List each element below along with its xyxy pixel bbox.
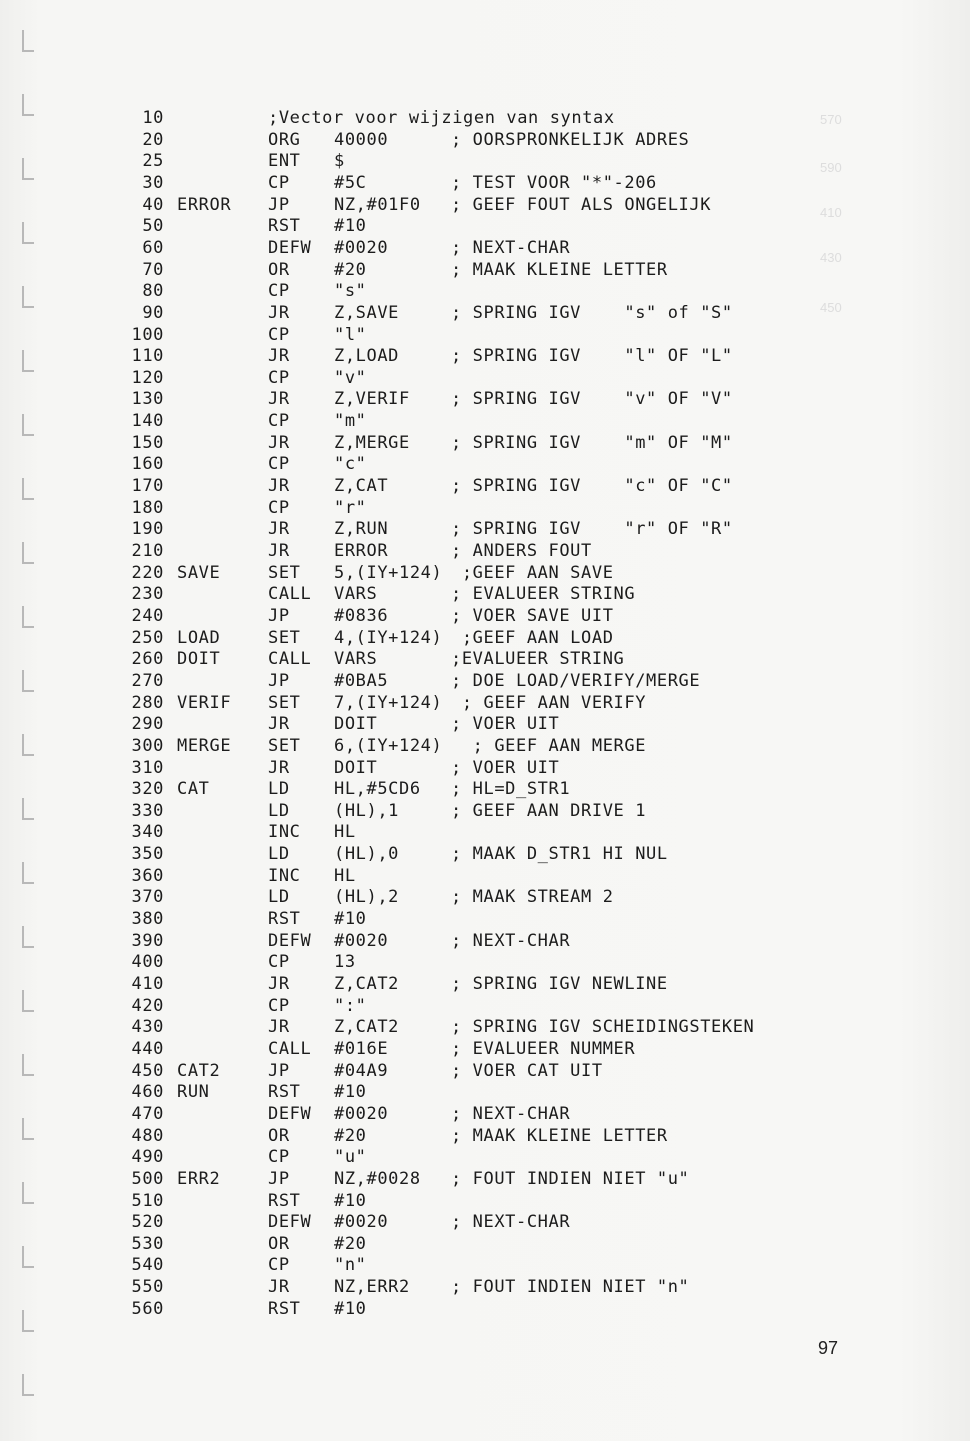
- line-opcode: RST: [268, 909, 301, 929]
- line-opcode: CP: [268, 368, 290, 388]
- line-operand: #04A9: [334, 1061, 389, 1081]
- line-number: 270: [131, 671, 164, 691]
- line-operand: "c": [334, 454, 367, 474]
- line-comment: ; VOER UIT: [451, 758, 560, 778]
- line-operand: Z,RUN: [334, 519, 389, 539]
- line-operand: #0020: [334, 1212, 389, 1232]
- line-number: 40: [142, 195, 164, 215]
- binding-mark: [22, 1246, 34, 1268]
- line-opcode: OR: [268, 1126, 290, 1146]
- line-opcode: DEFW: [268, 1104, 312, 1124]
- line-opcode: SET: [268, 563, 301, 583]
- line-label: CAT: [177, 779, 210, 799]
- line-number: 350: [131, 844, 164, 864]
- binding-mark: [22, 926, 34, 948]
- line-comment: ; VOER CAT UIT: [451, 1061, 603, 1081]
- line-operand: Z,VERIF: [334, 389, 410, 409]
- line-number: 420: [131, 996, 164, 1016]
- line-opcode: JP: [268, 671, 290, 691]
- line-operand: #0836: [334, 606, 389, 626]
- line-opcode: JP: [268, 1169, 290, 1189]
- binding-mark: [22, 862, 34, 884]
- line-comment: ; GEEF FOUT ALS ONGELIJK: [451, 195, 712, 215]
- line-opcode: LD: [268, 801, 290, 821]
- line-number: 440: [131, 1039, 164, 1059]
- binding-mark: [22, 1118, 34, 1140]
- line-opcode: CP: [268, 952, 290, 972]
- line-number: 370: [131, 887, 164, 907]
- line-operand: ERROR: [334, 541, 389, 561]
- line-number: 240: [131, 606, 164, 626]
- line-opcode: JP: [268, 195, 290, 215]
- line-operand: Z,SAVE: [334, 303, 400, 323]
- line-opcode: JR: [268, 433, 290, 453]
- line-opcode: JR: [268, 541, 290, 561]
- line-opcode: CP: [268, 454, 290, 474]
- line-operand: "l": [334, 325, 367, 345]
- line-opcode: JR: [268, 519, 290, 539]
- line-operand: Z,CAT2: [334, 1017, 400, 1037]
- line-comment: ; NEXT-CHAR: [451, 1212, 571, 1232]
- line-label: ERR2: [177, 1169, 221, 1189]
- line-opcode: RST: [268, 1299, 301, 1319]
- line-comment: ; MAAK D_STR1 HI NUL: [451, 844, 668, 864]
- line-number: 400: [131, 952, 164, 972]
- line-number: 10: [142, 108, 164, 128]
- line-number: 300: [131, 736, 164, 756]
- line-operand: NZ,ERR2: [334, 1277, 410, 1297]
- line-opcode: CALL: [268, 584, 312, 604]
- line-operand: DOIT: [334, 714, 378, 734]
- line-number: 140: [131, 411, 164, 431]
- line-operand: "n": [334, 1255, 367, 1275]
- binding-mark: [22, 158, 34, 180]
- line-opcode: CP: [268, 1255, 290, 1275]
- line-number: 490: [131, 1147, 164, 1167]
- line-comment: ; SPRING IGV "v" OF "V": [451, 389, 733, 409]
- line-operand: 4,(IY+124): [334, 628, 443, 648]
- line-opcode: CP: [268, 281, 290, 301]
- line-opcode: CP: [268, 996, 290, 1016]
- line-comment: ; EVALUEER NUMMER: [451, 1039, 636, 1059]
- line-operand: 6,(IY+124): [334, 736, 443, 756]
- line-number: 310: [131, 758, 164, 778]
- line-number: 500: [131, 1169, 164, 1189]
- line-number: 280: [131, 693, 164, 713]
- line-opcode: CP: [268, 173, 290, 193]
- binding-mark: [22, 414, 34, 436]
- line-operand: #016E: [334, 1039, 389, 1059]
- line-opcode: SET: [268, 736, 301, 756]
- line-comment: ; DOE LOAD/VERIFY/MERGE: [451, 671, 701, 691]
- line-opcode: JR: [268, 1017, 290, 1037]
- line-label: SAVE: [177, 563, 221, 583]
- line-number: 510: [131, 1191, 164, 1211]
- line-comment: ; NEXT-CHAR: [451, 238, 571, 258]
- line-opcode: OR: [268, 260, 290, 280]
- line-number: 25: [142, 151, 164, 171]
- line-operand: NZ,#01F0: [334, 195, 421, 215]
- line-number: 330: [131, 801, 164, 821]
- line-comment: ; HL=D_STR1: [451, 779, 571, 799]
- line-number: 180: [131, 498, 164, 518]
- line-opcode: CALL: [268, 1039, 312, 1059]
- line-opcode: LD: [268, 779, 290, 799]
- line-opcode: CP: [268, 411, 290, 431]
- line-opcode: DEFW: [268, 931, 312, 951]
- line-number: 480: [131, 1126, 164, 1146]
- line-comment: ; EVALUEER STRING: [451, 584, 636, 604]
- binding-mark: [22, 670, 34, 692]
- line-opcode: LD: [268, 844, 290, 864]
- line-opcode: SET: [268, 628, 301, 648]
- line-comment: ; VOER UIT: [451, 714, 560, 734]
- line-number: 70: [142, 260, 164, 280]
- line-number: 130: [131, 389, 164, 409]
- line-comment: ; GEEF AAN DRIVE 1: [451, 801, 647, 821]
- line-opcode: CP: [268, 325, 290, 345]
- line-label: MERGE: [177, 736, 232, 756]
- line-number: 20: [142, 130, 164, 150]
- binding-mark: [22, 478, 34, 500]
- line-operand: "m": [334, 411, 367, 431]
- line-opcode: SET: [268, 693, 301, 713]
- line-label: ERROR: [177, 195, 232, 215]
- line-operand: 40000: [334, 130, 389, 150]
- binding-mark: [22, 542, 34, 564]
- line-operand: 13: [334, 952, 356, 972]
- line-number: 190: [131, 519, 164, 539]
- binding-mark: [22, 734, 34, 756]
- line-number: 60: [142, 238, 164, 258]
- line-opcode: CP: [268, 498, 290, 518]
- line-operand: ":": [334, 996, 367, 1016]
- line-operand: HL: [334, 822, 356, 842]
- line-operand: 7,(IY+124): [334, 693, 443, 713]
- line-operand: #10: [334, 216, 367, 236]
- line-operand: NZ,#0028: [334, 1169, 421, 1189]
- line-opcode: JR: [268, 476, 290, 496]
- line-operand: HL: [334, 866, 356, 886]
- line-opcode: ORG: [268, 130, 301, 150]
- line-label: RUN: [177, 1082, 210, 1102]
- line-operand: VARS: [334, 584, 378, 604]
- page-number: 97: [818, 1338, 839, 1358]
- line-opcode: JR: [268, 758, 290, 778]
- line-comment: ;GEEF AAN LOAD: [451, 628, 614, 648]
- line-operand: #0020: [334, 931, 389, 951]
- line-opcode: ENT: [268, 151, 301, 171]
- line-comment: ; MAAK STREAM 2: [451, 887, 614, 907]
- line-operand: "r": [334, 498, 367, 518]
- line-operand: "u": [334, 1147, 367, 1167]
- line-comment: ; GEEF AAN MERGE: [451, 736, 647, 756]
- line-number: 160: [131, 454, 164, 474]
- line-number: 30: [142, 173, 164, 193]
- line-comment: ; FOUT INDIEN NIET "u": [451, 1169, 690, 1189]
- line-operand: #20: [334, 260, 367, 280]
- line-operand: #10: [334, 1082, 367, 1102]
- line-number: 340: [131, 822, 164, 842]
- binding-mark: [22, 286, 34, 308]
- line-operand: "s": [334, 281, 367, 301]
- line-opcode: JP: [268, 1061, 290, 1081]
- line-comment: ; SPRING IGV "c" OF "C": [451, 476, 733, 496]
- line-number: 230: [131, 584, 164, 604]
- binding-mark: [22, 990, 34, 1012]
- binding-mark: [22, 1182, 34, 1204]
- line-operand: #5C: [334, 173, 367, 193]
- line-operand: #20: [334, 1234, 367, 1254]
- line-opcode: JR: [268, 346, 290, 366]
- line-operand: $: [334, 151, 345, 171]
- line-operand: HL,#5CD6: [334, 779, 421, 799]
- line-number: 550: [131, 1277, 164, 1297]
- line-operand: (HL),2: [334, 887, 400, 907]
- line-number: 290: [131, 714, 164, 734]
- line-label: DOIT: [177, 649, 221, 669]
- line-number: 110: [131, 346, 164, 366]
- line-opcode: CALL: [268, 649, 312, 669]
- line-comment: ; TEST VOOR "*"-206: [451, 173, 657, 193]
- line-number: 470: [131, 1104, 164, 1124]
- line-number: 450: [131, 1061, 164, 1081]
- line-number: 410: [131, 974, 164, 994]
- line-number: 320: [131, 779, 164, 799]
- line-operand: Z,LOAD: [334, 346, 400, 366]
- binding-mark: [22, 30, 34, 52]
- line-comment: ; SPRING IGV "m" OF "M": [451, 433, 733, 453]
- line-operand: (HL),0: [334, 844, 400, 864]
- line-number: 220: [131, 563, 164, 583]
- line-opcode: DEFW: [268, 238, 312, 258]
- line-number: 560: [131, 1299, 164, 1319]
- line-comment: ; MAAK KLEINE LETTER: [451, 260, 668, 280]
- line-number: 530: [131, 1234, 164, 1254]
- line-opcode: JR: [268, 303, 290, 323]
- line-number: 80: [142, 281, 164, 301]
- binding-marks: [22, 0, 36, 1441]
- line-comment: ; GEEF AAN VERIFY: [451, 693, 647, 713]
- line-opcode: INC: [268, 822, 301, 842]
- line-comment: ; SPRING IGV "r" OF "R": [451, 519, 733, 539]
- line-comment: ; NEXT-CHAR: [451, 1104, 571, 1124]
- line-number: 390: [131, 931, 164, 951]
- binding-mark: [22, 606, 34, 628]
- binding-mark: [22, 1310, 34, 1332]
- line-operand: Z,CAT2: [334, 974, 400, 994]
- line-opcode: JR: [268, 974, 290, 994]
- line-comment: ; ANDERS FOUT: [451, 541, 592, 561]
- line-operand: (HL),1: [334, 801, 400, 821]
- line-opcode: RST: [268, 1191, 301, 1211]
- line-opcode: RST: [268, 1082, 301, 1102]
- line-opcode: JR: [268, 389, 290, 409]
- line-comment: ; MAAK KLEINE LETTER: [451, 1126, 668, 1146]
- line-operand: 5,(IY+124): [334, 563, 443, 583]
- line-comment: ;EVALUEER STRING: [451, 649, 625, 669]
- line-number: 360: [131, 866, 164, 886]
- line-label: VERIF: [177, 693, 232, 713]
- line-operand: VARS: [334, 649, 378, 669]
- line-opcode: JR: [268, 1277, 290, 1297]
- line-label: CAT2: [177, 1061, 221, 1081]
- line-label: LOAD: [177, 628, 221, 648]
- line-number: 520: [131, 1212, 164, 1232]
- binding-mark: [22, 94, 34, 116]
- line-opcode: LD: [268, 887, 290, 907]
- line-comment: ; FOUT INDIEN NIET "n": [451, 1277, 690, 1297]
- line-operand: #0BA5: [334, 671, 389, 691]
- line-comment: ;GEEF AAN SAVE: [451, 563, 614, 583]
- line-operand: #10: [334, 909, 367, 929]
- line-number: 170: [131, 476, 164, 496]
- line-opcode: JR: [268, 714, 290, 734]
- line-operand: Z,MERGE: [334, 433, 410, 453]
- book-page: 570 590 410 430 450 10 ;Vector voor wijzigen van syntax 20 ORG 40000 ; OORSPRONKELIJK ADRES 25 ENT $ 30 CP #5C ; TEST VOOR "*"-206 40 ERROR JP NZ,#01F0 ; GEEF FOUT ALS ONGELIJK 50 RST #10 60 DEFW #0020 ; NEXT-CHAR 70 OR #20 ; MAAK KLEINE LETTER 80 CP "s" 90 JR Z,SAVE ; SPRING IGV "s" of "S" 100 CP "l" 110 JR Z,LOAD ; SPRING IGV "l" OF "L" 120 CP "v" 130 JR Z,VERIF ; SPRING IGV "v" OF "V" 140 CP "m" 150 JR Z,MERGE ; SPRING IGV "m" OF "M" 160 CP "c" 170 JR Z,CAT ; SPRING IGV "c" OF "C" 180 CP "r" 190 JR Z,RUN ; SPRING IGV "r" OF "R" 210 JR ERROR ; ANDERS FOUT 220 SAVE SET 5,(IY+124) ;GEEF AAN SAVE 230 CALL VARS ; EVALUEER STRING 240 JP #0836 ; VOER SAVE UIT 250 LOAD SET 4,(IY+124) ;GEEF AAN LOAD 260 DOIT CALL VARS ;EVALUEER STRING 270 JP #0BA5 ; DOE LOAD/VERIFY/MERGE 280 VERIF SET 7,(IY+124) ; GEEF AAN VERIFY 290 JR DOIT ; VOER UIT 300 MERGE SET 6,(IY+124) ; GEEF AAN MERGE 310 JR DOIT ; VOER UIT 320 CAT LD HL,#5CD6 ; HL=D_STR1 330 LD (HL),1 ; GEEF AAN DRIVE 1 340 INC HL 350 LD (HL),0 ; MAAK D_STR1 HI NUL 360 INC HL 370 LD (HL),2 ; MAAK STREAM 2 380 RST #10 390 DEFW #0020 ; NEXT-CHAR 400 CP 13 410 JR Z,CAT2 ; SPRING IGV NEWLINE 420 CP ":" 430 JR Z,CAT2 ; SPRING IGV SCHEIDINGSTEKEN 440 CALL #016E ; EVALUEER NUMMER 450 CAT2 JP #04A9 ; VOER CAT UIT 460 RUN RST #10 470 DEFW #0020 ; NEXT-CHAR 480 OR #20 ; MAAK KLEINE LETTER 490 CP "u" 500 ERR2 JP NZ,#0028 ; FOUT INDIEN NIET "u" 510 RST #10 520 DEFW #0020 ; NEXT-CHAR 530 OR #20 540 CP "n" 550 JR NZ,ERR2 ; FOUT INDIEN NIET "n" 560 RST #10 97: [0, 0, 970, 1441]
- line-opcode: RST: [268, 216, 301, 236]
- line-number: 250: [131, 628, 164, 648]
- line-number: 430: [131, 1017, 164, 1037]
- binding-mark: [22, 1054, 34, 1076]
- line-number: 100: [131, 325, 164, 345]
- line-comment: ; SPRING IGV SCHEIDINGSTEKEN: [451, 1017, 755, 1037]
- line-operand: #10: [334, 1191, 367, 1211]
- line-number: 260: [131, 649, 164, 669]
- binding-mark: [22, 1374, 34, 1396]
- line-number: 120: [131, 368, 164, 388]
- line-operand: #0020: [334, 238, 389, 258]
- line-operand: #20: [334, 1126, 367, 1146]
- line-opcode: OR: [268, 1234, 290, 1254]
- binding-mark: [22, 798, 34, 820]
- line-comment: ; VOER SAVE UIT: [451, 606, 614, 626]
- line-number: 90: [142, 303, 164, 323]
- line-comment: ; NEXT-CHAR: [451, 931, 571, 951]
- line-opcode: DEFW: [268, 1212, 312, 1232]
- line-operand: #10: [334, 1299, 367, 1319]
- line-operand: "v": [334, 368, 367, 388]
- line-comment: ; OORSPRONKELIJK ADRES: [451, 130, 690, 150]
- line-operand: #0020: [334, 1104, 389, 1124]
- line-number: 540: [131, 1255, 164, 1275]
- line-opcode: CP: [268, 1147, 290, 1167]
- line-opcode: JP: [268, 606, 290, 626]
- binding-mark: [22, 350, 34, 372]
- binding-mark: [22, 222, 34, 244]
- line-comment: ; SPRING IGV "s" of "S": [451, 303, 733, 323]
- line-opcode: INC: [268, 866, 301, 886]
- line-number: 150: [131, 433, 164, 453]
- line-operand: Z,CAT: [334, 476, 389, 496]
- line-number: 50: [142, 216, 164, 236]
- line-opcode: ;Vector voor wijzigen van syntax: [268, 108, 615, 128]
- line-number: 380: [131, 909, 164, 929]
- line-number: 460: [131, 1082, 164, 1102]
- line-comment: ; SPRING IGV NEWLINE: [451, 974, 668, 994]
- line-number: 210: [131, 541, 164, 561]
- line-operand: DOIT: [334, 758, 378, 778]
- line-comment: ; SPRING IGV "l" OF "L": [451, 346, 733, 366]
